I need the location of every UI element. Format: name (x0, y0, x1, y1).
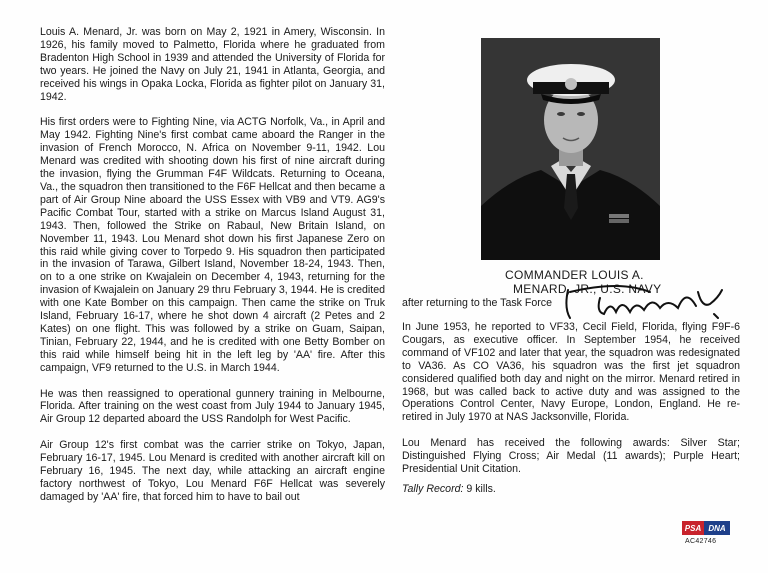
paragraph-career: In June 1953, he reported to VF33, Cecil Field, Florida, flying F9F-6 Cougars, as executive officer. In September 1954, he received command of VF102 and later that year, the squadron was redesignated to VA36. As CO VA36, his squadron was the first jet squadron considered qualified both day and night on the mirror. Menard retired in 1968, but was called back to active duty and was assigned to the Operations Control Center, Navy Europe, London, England. He re-retired in July 1970 at NAS Jacksonville, Florida. (402, 321, 740, 424)
portrait-photo (481, 38, 660, 260)
authentication-logo (682, 521, 730, 535)
tally-record (402, 483, 496, 495)
after-note: after returning to the Task Force (402, 297, 552, 309)
paragraph-fighting-nine: His first orders were to Fighting Nine, via ACTG Norfolk, Va., in April and May 1942. Fighting Nine's first combat came aboard the Ranger in the invasion of French Morocco, N. Africa on November 9-11, 1942. Lou Menard was credited with shooting down his first of nine aircraft during the invasion, flying the Grumman F4F Wildcats. Returning to Oceana, Va., the squadron then transitioned to the F6F Hellcat and then became a part of Air Group Nine aboard the USS Essex with VB9 and VT9. AG9's Pacific Combat Tour, started with a strike on Marcus Island August 31, 1943. Then, followed the Strike on Rabaul, New Britain Island, on November 11, 1943. Lou Menard shot down his first Japanese Zero on this raid while giving cover to Torpedo 9. His squadron then participated in the invasion of Tarawa, Gilbert Island, November 18-24, 1943. Then, on to a one strike on Kwajalein on December 4, 1943, returning for the invasion of Kwajalein on January 29 thru February 3, 1944. He is credited with one Kate Bomber on this campaign. Then came the strike on Truk Island, February 16-17, where he shot down 4 aircraft (2 Petes and 2 Kates) on one flight. This was followed by a strike on Guam, Saipan, Tinian, February 22, 1944, and he is credited with one Betty Bomber on this raid while himself being hit in the left leg by 'AA' fire. After this campaign, VF9 returned to the U.S. in March 1944. (40, 116, 385, 374)
certificate-number: AC42746 (685, 538, 717, 545)
right-column (402, 321, 740, 489)
left-column (40, 26, 385, 517)
tally-value: 9 kills. (466, 483, 496, 495)
paragraph-birth: Louis A. Menard, Jr. was born on May 2, 1921 in Amery, Wisconsin. In 1926, his family moved to Palmetto, Florida where he graduated from Bradenton High School in 1939 and attended the University of Florida for two years. He joined the Navy on July 21, 1941 in Atlanta, Georgia, and received his wings in Opaka Locka, Florida as fighter pilot on January 31, 1942. (40, 26, 385, 103)
tally-label: Tally Record: (402, 483, 464, 495)
paragraph-awards: Lou Menard has received the following awards: Silver Star; Distinguished Flying Cross; Air Medal (11 awards); Purple Heart; Presidential Unit Citation. (402, 437, 740, 476)
logo-left: PSA (682, 521, 704, 535)
caption-line-1: COMMANDER LOUIS A. (505, 268, 644, 282)
paragraph-gunnery: He was then reassigned to operational gunnery training in Melbourne, Florida. After training on the west coast from July 1944 to January 1945, Air Group 12 departed aboard the USS Randolph for West Pacific. (40, 387, 385, 426)
caption-line-2: MENARD, JR., U.S. NAVY (513, 282, 662, 296)
paragraph-air-group-12: Air Group 12's first combat was the carrier strike on Tokyo, Japan, February 16-17, 1945. Lou Menard is credited with another aircraft kill on February 16, 1945. The next day, while attacking an aircraft engine factory northwest of Tokyo, Lou Menard F6F Hellcat was severely damaged by 'AA' fire, that forced him to have to bail out (40, 439, 385, 503)
autograph-signature (560, 278, 730, 326)
logo-right: DNA (704, 521, 730, 535)
